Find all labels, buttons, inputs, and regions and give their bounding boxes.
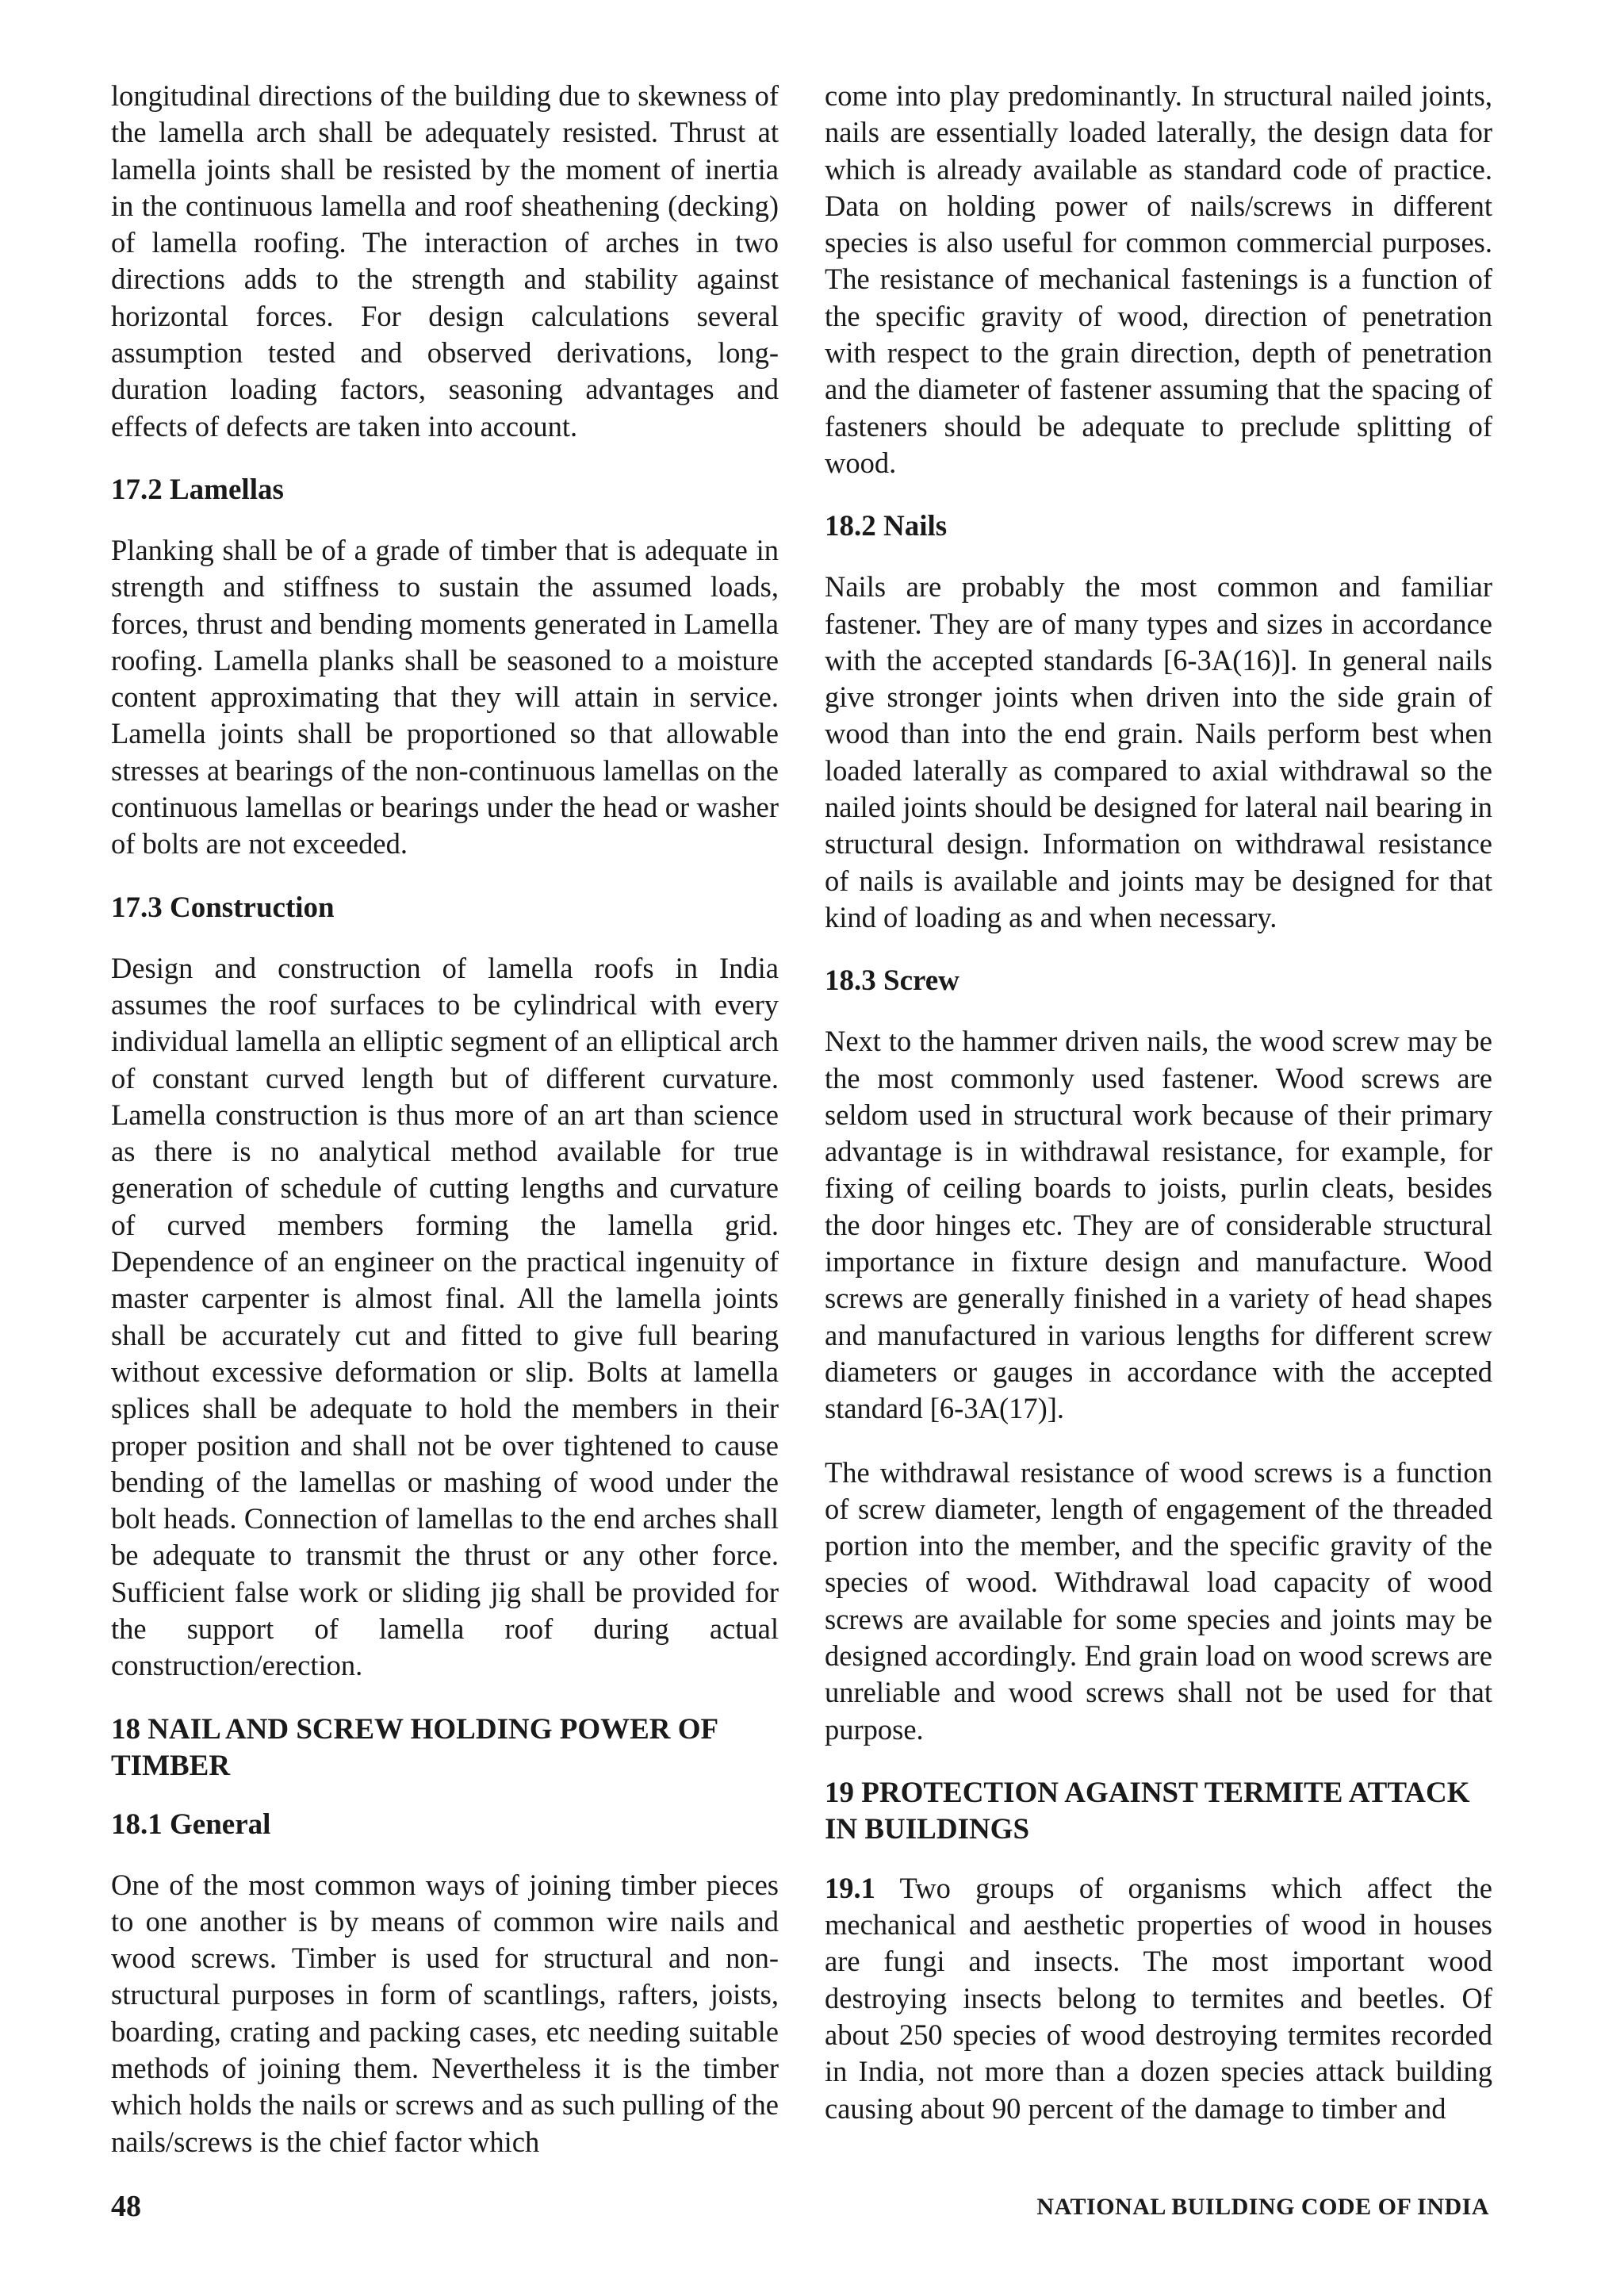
left-column <box>111 78 779 2187</box>
continuation-paragraph: come into play predominantly. In structural nailed joints, nails are essentially loaded laterally, the design data for which is already available as standard code of practice. Data on holding power of nails/screws in different species is also useful for common commercial purposes. The resistance of mechanical fastenings is a function of the specific gravity of wood, direction of penetration with respect to the grain direction, depth of penetration and the diameter of fastener assuming that the spacing of fasteners should be adequate to preclude splitting of wood. <box>825 79 1492 479</box>
section-18-3-body-2: The withdrawal resistance of wood screws is a function of screw diameter, length of engagement of the threaded portion into the member, and the specific gravity of the species of wood. Withdrawal load capacity of wood screws are available for some species and joints may be designed accordingly. End grain load on wood screws are unreliable and wood screws shall not be used for that purpose. <box>825 1455 1492 1746</box>
section-17-3-heading: 17.3 Construction <box>111 891 335 924</box>
section-18-1-heading: 18.1 General <box>111 1807 271 1841</box>
section-18-1-body: One of the most common ways of joining timber pieces to one another is by means of common wire nails and wood screws. Timber is used for structural and non-structural purposes in form of scantlings, rafters, joists, boarding, crating and packing cases, etc needing suitable methods of joining them. Nevertheless it is the timber which holds the nails or screws and as such pulling of the nails/screws is the chief factor which <box>111 1868 779 2158</box>
section-18-3-heading: 18.3 Screw <box>825 964 959 998</box>
section-19-heading: 19 PROTECTION AGAINST TERMITE ATTACK IN BUILDINGS <box>825 1776 1470 1846</box>
intro-paragraph: longitudinal directions of the building due to skewness of the lamella arch shall be adequately resisted. Thrust at lamella joints shall be resisted by the moment of inertia in the continuous lamella and roof sheathening (decking) of lamella roofing. The interaction of arches in two directions adds to the strength and stability against horizontal forces. For design calculations several assumption tested and observed derivations, long-duration loading factors, seasoning advantages and effects of defects are taken into account. <box>111 79 779 443</box>
section-18-2-body: Nails are probably the most common and familiar fastener. They are of many types and sizes in accordance with the accepted standards [6-3A(16)]. In general nails give stronger joints when driven into the side grain of wood than into the end grain. Nails perform best when loaded laterally as compared to axial withdrawal so the nailed joints should be designed for lateral nail bearing in structural design. Information on withdrawal resistance of nails is available and joints may be designed for that kind of loading as and when necessary. <box>825 570 1492 933</box>
section-19-1-paragraph <box>825 1870 1492 2127</box>
publication-title: NATIONAL BUILDING CODE OF INDIA <box>1036 2194 1489 2220</box>
section-17-3-body: Design and construction of lamella roofs in India assumes the roof surfaces to be cylindrical with every individual lamella an elliptic segment of an elliptical arch of constant curved length but of different curvature. Lamella construction is thus more of an art than science as there is no analytical method available for true generation of schedule of cutting lengths and curvature of curved members forming the lamella grid. Dependence of an engineer on the practical ingenuity of master carpenter is almost final. All the lamella joints shall be accurately cut and fitted to give full bearing without excessive deformation or slip. Bolts at lamella splices shall be adequate to hold the members in their proper position and shall not be over tightened to cause bending of the lamellas or mashing of wood under the bolt heads. Connection of lamellas to the end arches shall be adequate to transmit the thrust or any other force. Sufficient false work or sliding jig shall be provided for the support of lamella roof during actual construction/erection. <box>111 951 779 1682</box>
section-18-heading: 18 NAIL AND SCREW HOLDING POWER OF TIMBER <box>111 1712 718 1782</box>
section-18-3-body-1: Next to the hammer driven nails, the wood screw may be the most commonly used fastener. Wood screws are seldom used in structural work because of their primary advantage is in withdrawal resistance, for example, for fixing of ceiling boards to joists, purlin cleats, besides the door hinges etc. They are of considerable structural importance in fixture design and manufacture. Wood screws are generally finished in a variety of head shapes and manufactured in various lengths for different screw diameters or gauges in accordance with the accepted standard [6-3A(17)]. <box>825 1025 1492 1425</box>
section-18-2-heading: 18.2 Nails <box>825 510 948 543</box>
right-column <box>825 78 1492 2154</box>
section-19-1-number: 19.1 <box>825 1871 875 1904</box>
section-19-1-body: Two groups of organisms which affect the mechanical and aesthetic properties of wood in houses are fungi and insects. The most important wood destroying insects belong to termites and beetles. Of about 250 species of wood destroying termites recorded in India, not more than a dozen species attack building causing about 90 percent of the damage to timber and <box>825 1871 1492 2125</box>
page-number: 48 <box>111 2190 141 2223</box>
section-17-2-heading: 17.2 Lamellas <box>111 473 284 506</box>
section-17-2-body: Planking shall be of a grade of timber that is adequate in strength and stiffness to sustain the assumed loads, forces, thrust and bending moments generated in Lamella roofing. Lamella planks shall be seasoned to a moisture content approximating that they will attain in service. Lamella joints shall be proportioned so that allowable stresses at bearings of the non-continuous lamellas on the continuous lamellas or bearings under the head or washer of bolts are not exceeded. <box>111 533 779 861</box>
